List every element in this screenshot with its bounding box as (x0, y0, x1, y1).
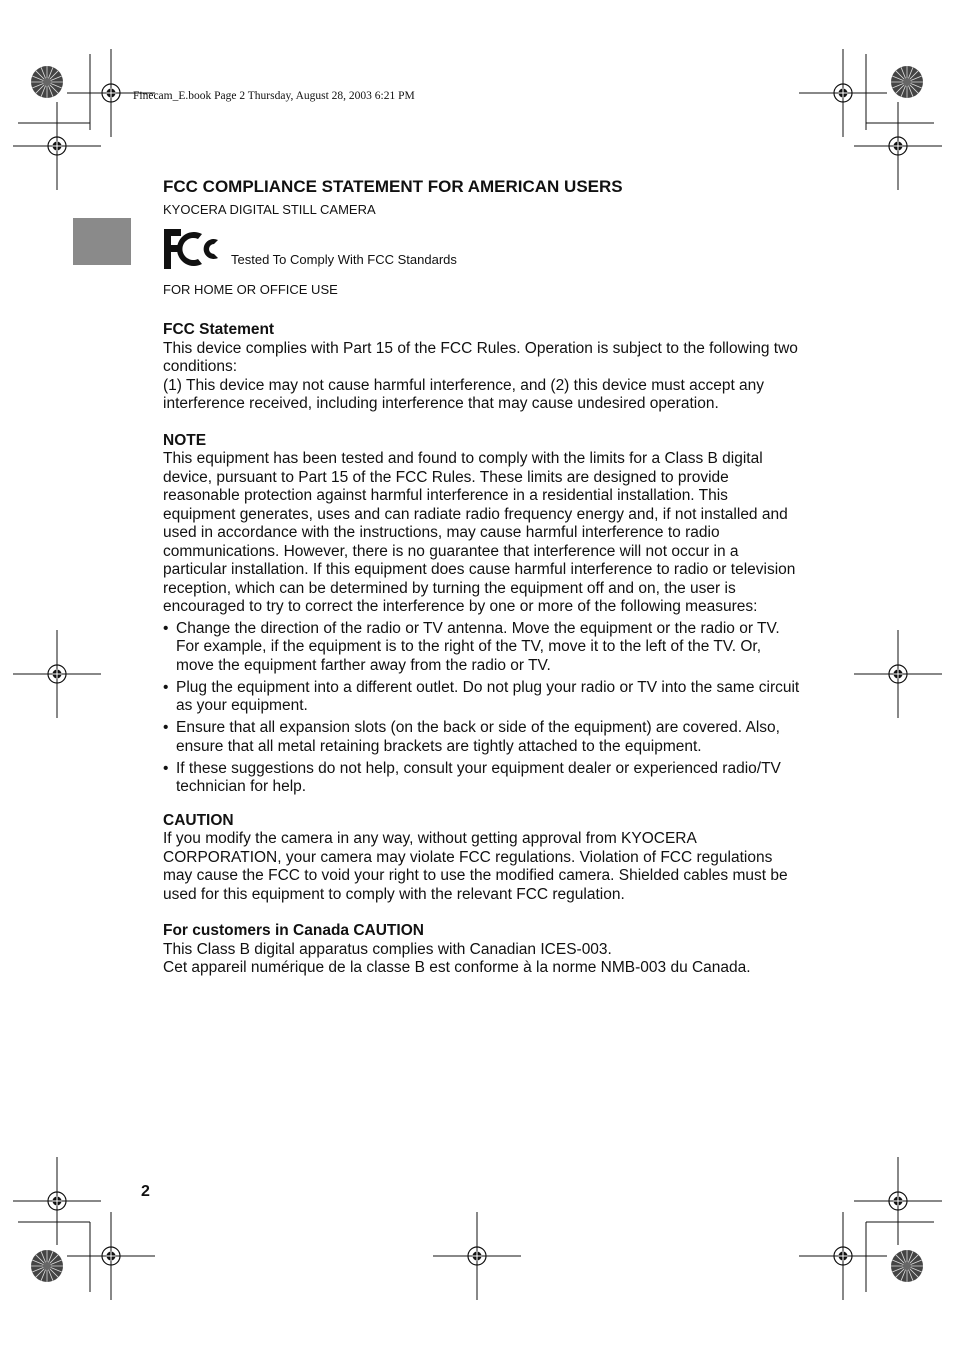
color-star-mark (891, 1250, 923, 1282)
fcc-tested-text: Tested To Comply With FCC Standards (231, 252, 457, 267)
registration-mark (13, 1157, 101, 1245)
registration-mark (799, 1212, 887, 1300)
fcc-logo-row (163, 228, 803, 270)
list-item: • Change the direction of the radio or TV antenna. Move the equipment or the radio or TV. For example, if the equipment is to the right of the TV, move it to the left of the TV. Or, move the equipment farther away from the radio or TV. (163, 619, 780, 674)
registration-mark (13, 630, 101, 718)
measures-list (163, 620, 803, 797)
list-item: • If these suggestions do not help, consult your equipment dealer or experienced radio/TV technician for help. (163, 759, 781, 795)
note-section (163, 432, 803, 797)
note-heading: NOTE (163, 431, 207, 449)
registration-mark (854, 102, 942, 190)
bullet: • (163, 619, 169, 637)
color-star-mark (31, 1250, 63, 1282)
registration-mark (13, 102, 101, 190)
registration-mark (854, 630, 942, 718)
bullet: • (163, 719, 169, 736)
canada-heading: For customers in Canada CAUTION (163, 922, 424, 939)
page-subtitle: KYOCERA DIGITAL STILL CAMERA (163, 202, 376, 217)
page-title: FCC COMPLIANCE STATEMENT FOR AMERICAN USERS (163, 177, 623, 196)
chapter-tab (73, 218, 131, 265)
registration-mark (799, 49, 887, 137)
fcc-statement-para: (1) This device may not cause harmful interference, and (2) this device must accept any interference received, including interference that may cause undesired operation. (163, 376, 765, 412)
fcc-statement-heading: FCC Statement (163, 321, 275, 338)
registration-mark (67, 1212, 155, 1300)
page-number: 2 (141, 1183, 150, 1200)
canada-line: Cet appareil numérique de la classe B est conforme à la norme NMB-003 du Canada. (163, 959, 751, 976)
print-header: Finecam_E.book Page 2 Thursday, August 28, 2003 6:21 PM (133, 90, 415, 102)
caution-heading: CAUTION (163, 811, 234, 829)
caution-body: If you modify the camera in any way, without getting approval from KYOCERA CORPORATION, your camera may violate FCC regulations. Violation of FCC regulations may cause the FCC to void your right to use the modified camera. Shielded cables must be used for this equipment to comply with the relevant FCC regulation. (163, 830, 788, 903)
document-body (163, 176, 803, 978)
list-item: • Plug the equipment into a different outlet. Do not plug your radio or TV into the same circuit as your equipment. (163, 678, 800, 714)
home-office-use: FOR HOME OR OFFICE USE (163, 282, 338, 297)
registration-mark (433, 1212, 521, 1300)
note-body: This equipment has been tested and found to comply with the limits for a Class B digital device, pursuant to Part 15 of the FCC Rules. These limits are designed to provide reasonable protection against harmful interference in a residential installation. This equipment generates, uses and can radiate radio frequency energy and, if not installed and used in accordance with the instructions, may cause harmful interference to radio communications. However, there is no guarantee that interference will not occur in a particular installation. If this equipment does cause harmful interference to radio or television reception, which can be determined by turning the equipment off and on, the user is encouraged to try to correct the interference by one or more of the following measures: (163, 450, 796, 615)
color-star-mark (891, 66, 923, 98)
list-item: • Ensure that all expansion slots (on the back or side of the equipment) are covered. Also, ensure that all metal retaining brackets are tightly attached to the equipment. (163, 719, 780, 755)
fcc-statement-section (163, 321, 803, 414)
fcc-logo (163, 228, 221, 270)
caution-section (163, 812, 803, 905)
bullet: • (163, 678, 169, 696)
fcc-statement-para: This device complies with Part 15 of the FCC Rules. Operation is subject to the following two conditions: (163, 339, 798, 375)
color-star-mark (31, 66, 63, 98)
bullet: • (163, 759, 169, 777)
canada-section (163, 922, 803, 978)
canada-line: This Class B digital apparatus complies with Canadian ICES-003. (163, 940, 612, 958)
registration-mark (854, 1157, 942, 1245)
